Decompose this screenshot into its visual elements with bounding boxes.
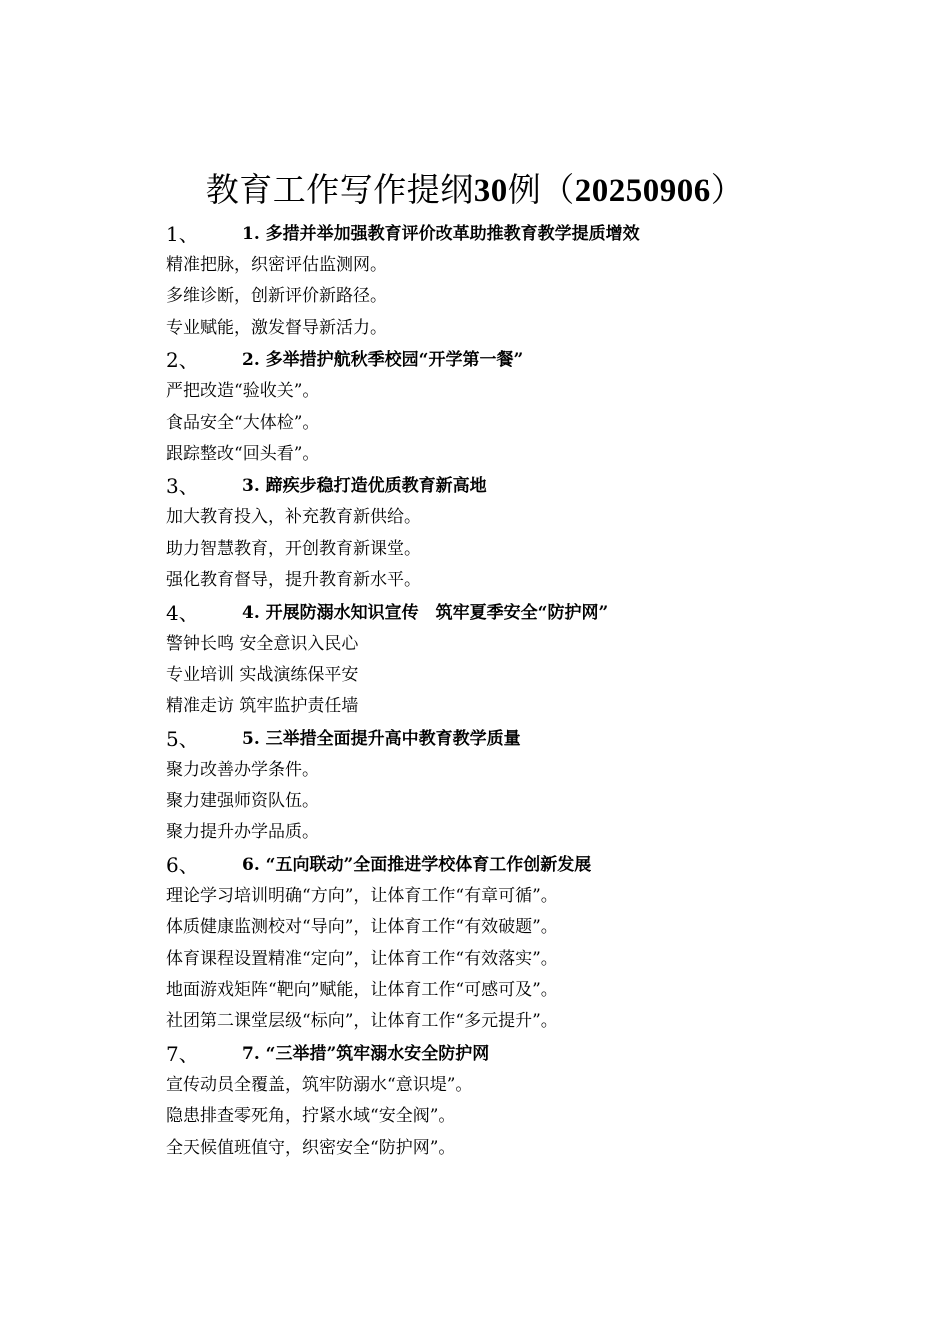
outline-section-1 [166, 218, 786, 344]
outline-section-6 [166, 849, 786, 1038]
outline-point: 隐患排查零死角，拧紧水域“安全阀”。 [166, 1106, 456, 1127]
title-date: 20250906 [574, 173, 711, 209]
outline-point: 聚力建强师资队伍。 [166, 791, 319, 812]
section-number: 7、 [166, 1041, 199, 1066]
outline-list [166, 218, 786, 1164]
section-heading [166, 723, 786, 755]
outline-point: 社团第二课堂层级“标向”，让体育工作“多元提升”。 [166, 1011, 558, 1032]
section-title: 7. “三举措”筑牢溺水安全防护网 [242, 1043, 490, 1064]
outline-point: 专业赋能，激发督导新活力。 [166, 317, 387, 338]
section-title: 4. 开展防溺水知识宣传 筑牢夏季安全“防护网” [242, 602, 609, 623]
outline-point: 专业培训 实战演练保平安 [166, 664, 359, 685]
section-heading [166, 597, 786, 629]
outline-point: 全天候值班值守，织密安全“防护网”。 [166, 1137, 456, 1158]
outline-point: 地面游戏矩阵“靶向”赋能，让体育工作“可感可及”。 [166, 980, 558, 1001]
section-title: 6. “五向联动”全面推进学校体育工作创新发展 [242, 854, 592, 875]
section-number: 3、 [166, 474, 199, 499]
outline-point: 宣传动员全覆盖，筑牢防溺水“意识堤”。 [166, 1074, 473, 1095]
outline-point: 助力智慧教育，开创教育新课堂。 [166, 538, 421, 559]
outline-section-2 [166, 344, 786, 470]
outline-point: 聚力提升办学品质。 [166, 822, 319, 843]
outline-point: 体质健康监测校对“导向”，让体育工作“有效破题”。 [166, 917, 558, 938]
outline-section-3 [166, 470, 786, 596]
outline-point: 理论学习培训明确“方向”，让体育工作“有章可循”。 [166, 885, 558, 906]
section-heading [166, 1038, 786, 1070]
outline-point: 精准走访 筑牢监护责任墙 [166, 696, 359, 717]
outline-section-4 [166, 597, 786, 723]
section-number: 1、 [166, 222, 199, 246]
document-title [0, 168, 950, 213]
outline-point: 加大教育投入，补充教育新供给。 [166, 507, 421, 528]
section-title: 2. 多举措护航秋季校园“开学第一餐” [242, 350, 524, 371]
section-title: 1. 多措并举加强教育评价改革助推教育教学提质增效 [242, 224, 640, 244]
section-number: 4、 [166, 600, 199, 625]
outline-point: 体育课程设置精准“定向”，让体育工作“有效落实”。 [166, 948, 558, 969]
outline-point: 警钟长鸣 安全意识入民心 [166, 633, 359, 654]
title-count: 30 [473, 173, 508, 209]
section-heading [166, 344, 786, 376]
section-title: 3. 蹄疾步稳打造优质教育新高地 [242, 476, 487, 497]
title-suffix: ） [710, 170, 745, 209]
outline-point: 强化教育督导，提升教育新水平。 [166, 570, 421, 591]
section-number: 6、 [166, 852, 199, 877]
section-heading [166, 470, 786, 502]
outline-section-5 [166, 723, 786, 849]
outline-point: 聚力改善办学条件。 [166, 759, 319, 780]
outline-point: 精准把脉，织密评估监测网。 [166, 255, 387, 275]
section-heading [166, 218, 786, 250]
outline-point: 多维诊断，创新评价新路径。 [166, 286, 387, 307]
outline-point: 严把改造“验收关”。 [166, 381, 320, 402]
section-number: 5、 [166, 726, 199, 751]
outline-point: 跟踪整改“回头看”。 [166, 443, 320, 464]
outline-point: 食品安全“大体检”。 [166, 412, 320, 433]
title-mid: 例（ [507, 170, 575, 209]
section-title: 5. 三举措全面提升高中教育教学质量 [242, 728, 521, 749]
section-heading [166, 849, 786, 881]
section-number: 2、 [166, 348, 199, 373]
outline-section-7 [166, 1038, 786, 1164]
title-prefix: 教育工作写作提纲 [205, 170, 474, 209]
